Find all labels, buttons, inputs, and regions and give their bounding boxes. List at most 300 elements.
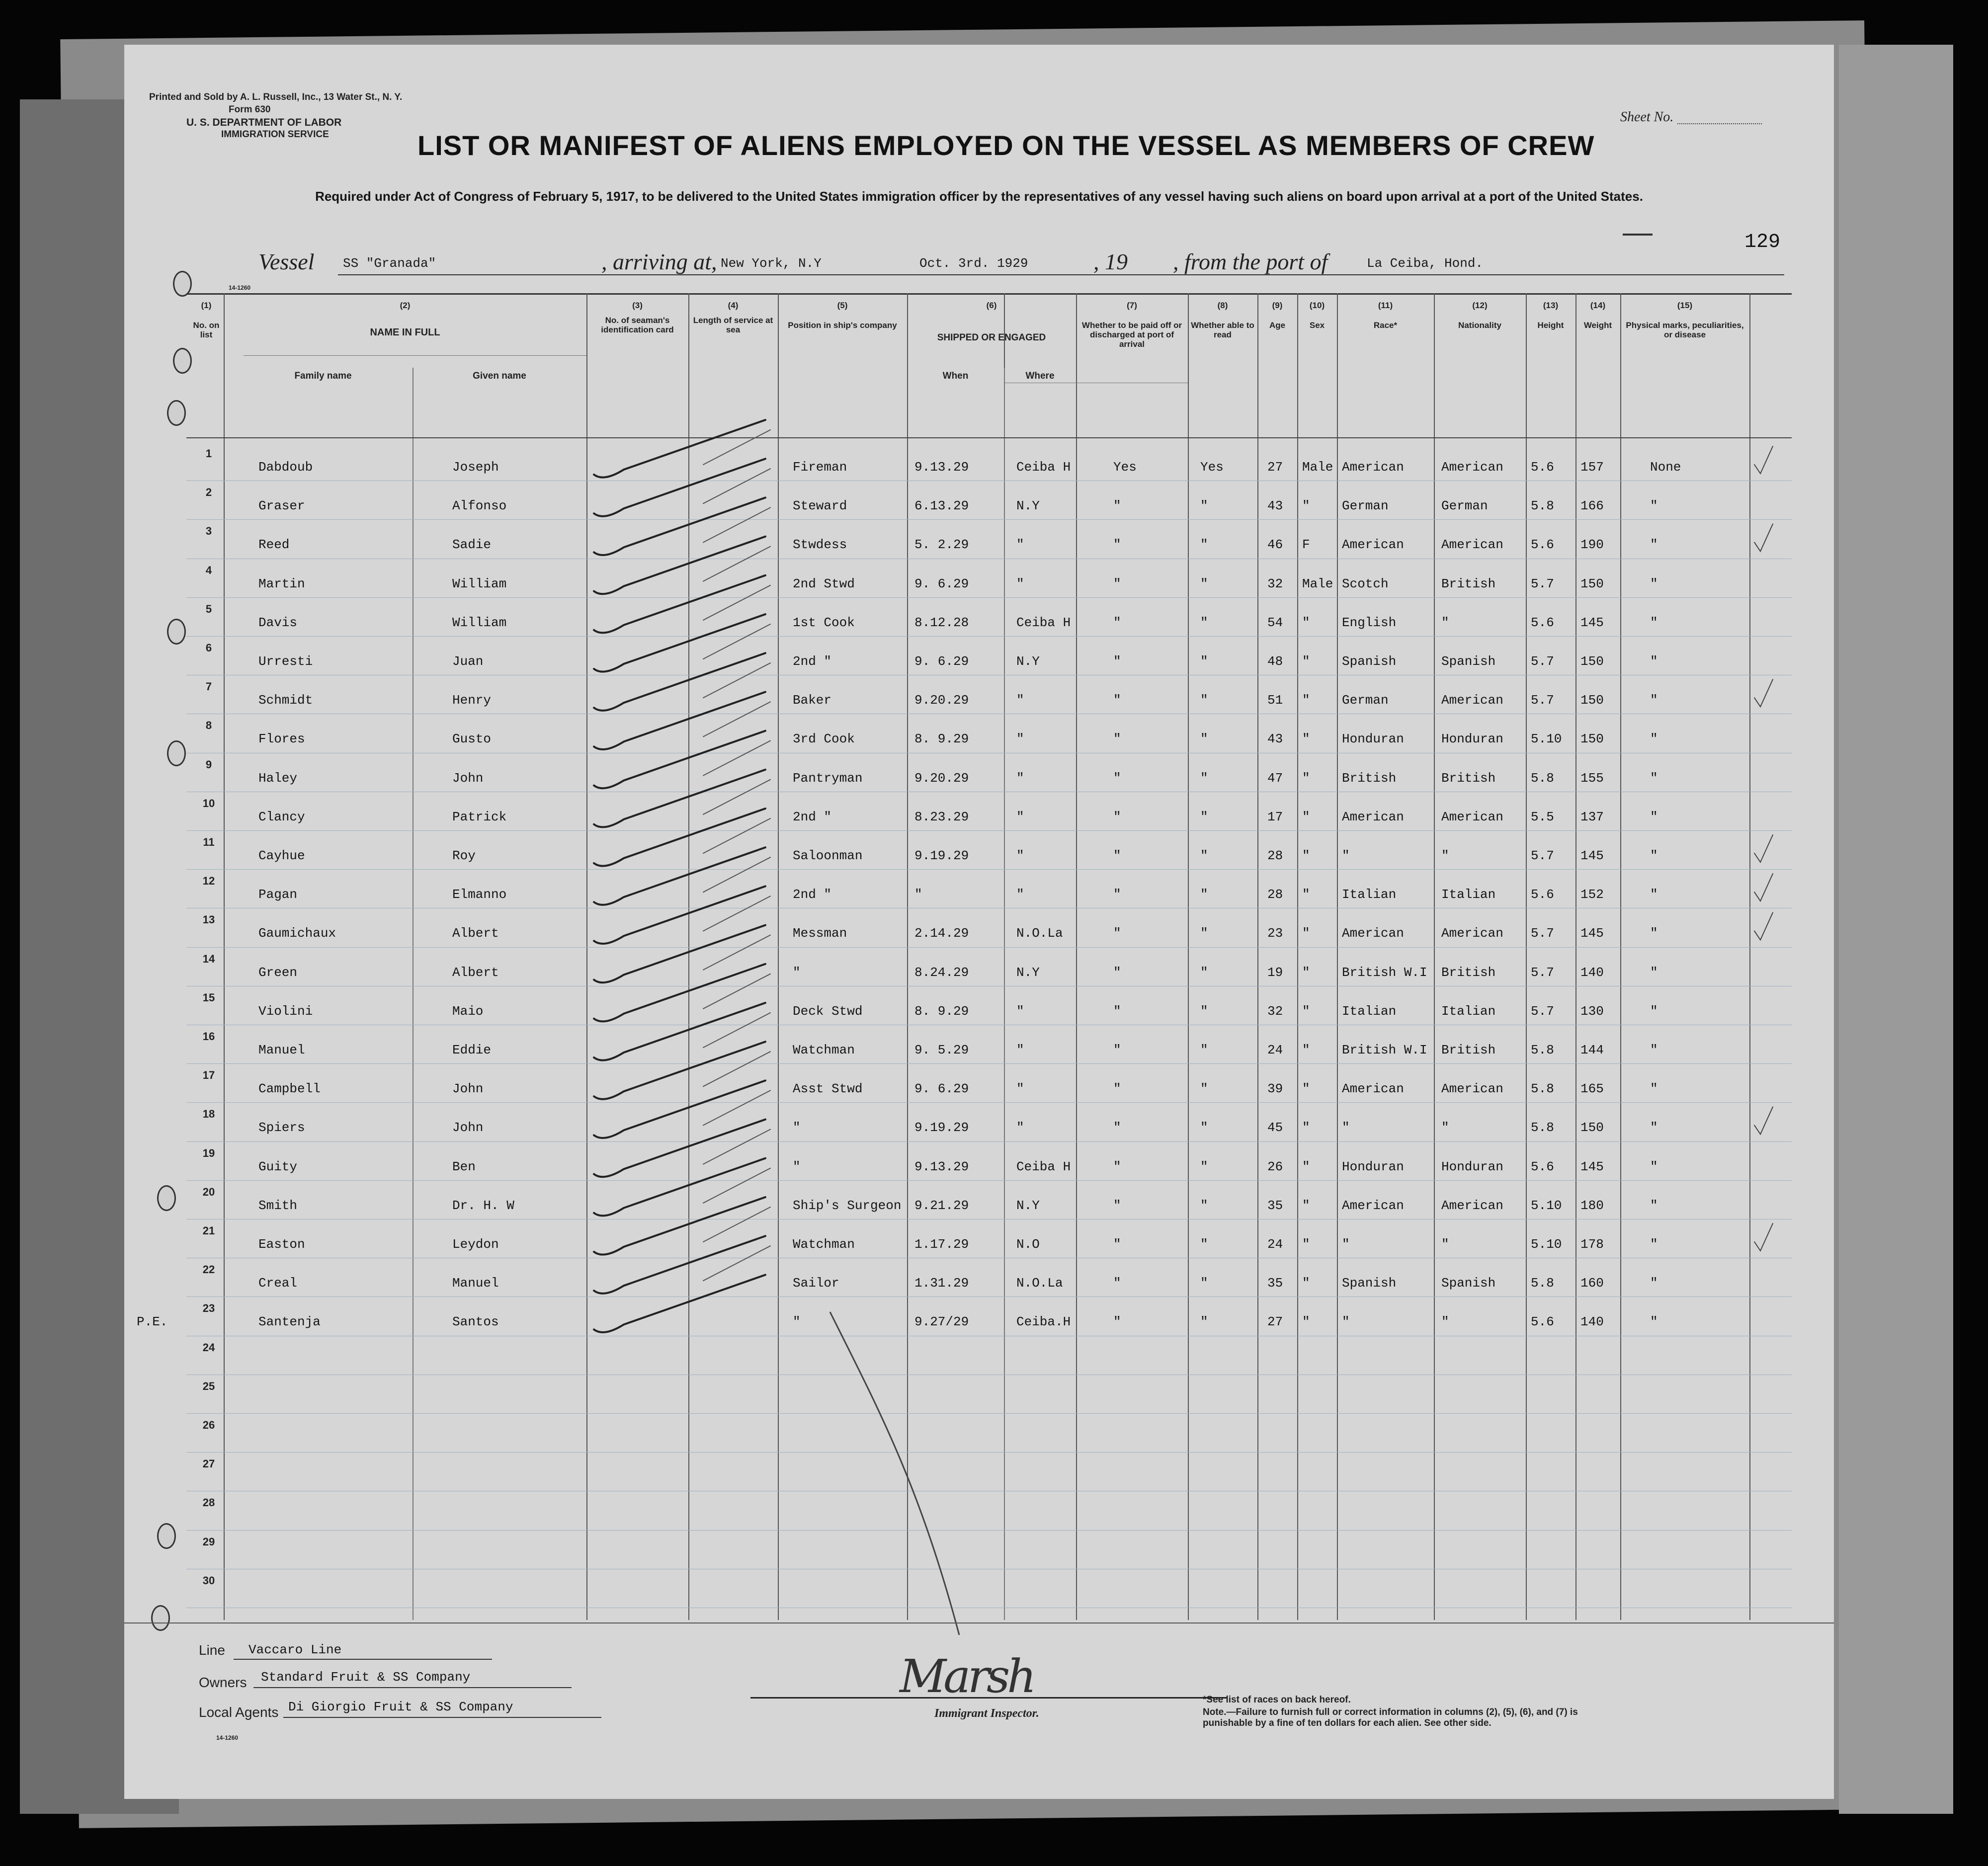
cell-weight: 145: [1580, 848, 1604, 863]
cell-nat: American: [1441, 1198, 1503, 1213]
cell-paid: ": [1113, 848, 1121, 863]
cell-marks: ": [1650, 1003, 1658, 1019]
column-header: Physical marks, peculiarities, or disease: [1626, 321, 1744, 339]
cell-position: 2nd Stwd: [793, 576, 855, 591]
cell-where: Ceiba H: [1016, 460, 1071, 475]
cell-age: 17: [1267, 809, 1283, 824]
cell-where: ": [1016, 887, 1024, 902]
department: U. S. DEPARTMENT OF LABOR: [186, 117, 342, 128]
cell-sex: ": [1302, 1314, 1310, 1330]
row-number: 15: [202, 991, 215, 1004]
cell-read: ": [1200, 1237, 1208, 1252]
cell-age: 24: [1267, 1043, 1283, 1057]
cell-weight: 137: [1580, 809, 1604, 824]
cell-sex: ": [1302, 615, 1310, 630]
cell-race: ": [1342, 1120, 1350, 1136]
cell-weight: 145: [1580, 926, 1604, 941]
cell-height: 5.6: [1531, 1314, 1554, 1330]
cell-read: ": [1200, 809, 1208, 824]
form-number: Form 630: [229, 104, 271, 115]
cell-paid: ": [1113, 498, 1121, 514]
column-header: Weight: [1583, 321, 1612, 330]
cell-nat: Honduran: [1441, 1159, 1503, 1174]
row-number: 19: [202, 1146, 215, 1159]
cell-paid: ": [1113, 1276, 1121, 1291]
cell-paid: ": [1113, 887, 1121, 902]
cell-sex: ": [1302, 1003, 1310, 1019]
row-number: 5: [205, 602, 212, 615]
cell-paid: Yes: [1113, 460, 1137, 475]
cell-weight: 190: [1580, 537, 1604, 553]
row-number: 7: [205, 680, 212, 693]
cell-height: 5.7: [1531, 848, 1554, 863]
cell-where: Ceiba H: [1016, 1159, 1071, 1174]
cell-race: American: [1342, 537, 1404, 553]
line-label: Line: [199, 1642, 225, 1658]
cell-height: 5.8: [1531, 1043, 1554, 1057]
cell-marks: ": [1650, 537, 1658, 553]
cell-sex: ": [1302, 926, 1310, 941]
cell-read: ": [1200, 848, 1208, 863]
cell-read: ": [1200, 770, 1208, 786]
cell-family: Haley: [258, 770, 298, 786]
cell-weight: 157: [1580, 460, 1604, 475]
row-number: 6: [205, 642, 212, 654]
cell-when: 9.20.29: [914, 693, 969, 708]
cell-nat: Honduran: [1441, 731, 1503, 747]
cell-marks: ": [1650, 654, 1658, 669]
row-number: 27: [202, 1458, 215, 1470]
subheader-when: When: [942, 371, 969, 381]
row-number: 23: [202, 1302, 215, 1315]
row-number: 1: [205, 447, 212, 460]
cell-read: Yes: [1200, 460, 1224, 475]
cell-paid: ": [1113, 1081, 1121, 1097]
cell-family: Cayhue: [258, 848, 305, 863]
cell-age: 27: [1267, 460, 1283, 475]
column-number: (3): [632, 301, 643, 310]
cell-given: William: [452, 576, 507, 591]
cell-family: Creal: [258, 1276, 298, 1291]
cell-weight: 152: [1580, 887, 1604, 902]
cell-when: 9.21.29: [914, 1198, 969, 1213]
cell-family: Graser: [258, 498, 305, 514]
cell-position: ": [793, 965, 801, 980]
cell-marks: ": [1650, 731, 1658, 747]
penalty-note: Note.—Failure to furnish full or correct information in columns (2), (5), (6), and (7) is punishable by a fine of ten dollars for each alien. See other side.: [1203, 1707, 1578, 1728]
cell-sex: ": [1302, 693, 1310, 708]
cell-marks: ": [1650, 1237, 1658, 1252]
cell-position: 2nd ": [793, 809, 832, 824]
cell-when: 9.20.29: [914, 770, 969, 786]
column-number: (4): [728, 301, 739, 310]
cell-paid: ": [1113, 537, 1121, 553]
page-subtitle: Required under Act of Congress of February 5, 1917, to be delivered to the United States immigration officer by the representatives of any vessel having such aliens on board upon arrival at a port of the United States.: [315, 189, 1643, 204]
cell-paid: ": [1113, 1314, 1121, 1330]
cell-race: American: [1342, 809, 1404, 824]
cell-nat: Spanish: [1441, 1276, 1496, 1291]
row-number: 18: [202, 1108, 215, 1121]
row-number: 22: [202, 1263, 215, 1276]
cell-nat: German: [1441, 498, 1488, 514]
cell-read: ": [1200, 654, 1208, 669]
subheader-where: Where: [1025, 371, 1055, 381]
cell-when: 1.31.29: [914, 1276, 969, 1291]
cell-weight: 150: [1580, 1120, 1604, 1136]
cell-weight: 130: [1580, 1003, 1604, 1019]
cell-when: 8.24.29: [914, 965, 969, 980]
cell-marks: ": [1650, 1081, 1658, 1097]
cell-read: ": [1200, 576, 1208, 591]
cell-when: 9. 6.29: [914, 576, 969, 591]
row-number: 14: [202, 952, 215, 965]
cell-weight: 166: [1580, 498, 1604, 514]
cell-sex: ": [1302, 654, 1310, 669]
cell-read: ": [1200, 498, 1208, 514]
footer-form-code: 14-1260: [216, 1734, 239, 1741]
printer-line: Printed and Sold by A. L. Russell, Inc., 13 Water St., N. Y.: [149, 92, 403, 102]
cell-position: Deck Stwd: [793, 1003, 863, 1019]
cell-given: Elmanno: [452, 887, 507, 902]
cell-race: Spanish: [1342, 1276, 1397, 1291]
column-header: Race*: [1373, 321, 1398, 330]
cell-height: 5.8: [1531, 770, 1554, 786]
cell-nat: British: [1441, 576, 1496, 591]
cell-position: Stwdess: [793, 537, 847, 553]
cell-height: 5.8: [1531, 1081, 1554, 1097]
cell-family: Dabdoub: [258, 460, 313, 475]
cell-age: 24: [1267, 1237, 1283, 1252]
row-number: 12: [202, 875, 215, 888]
cell-given: William: [452, 615, 507, 630]
cell-where: ": [1016, 1081, 1024, 1097]
row-number: 8: [205, 719, 212, 732]
cell-read: ": [1200, 1276, 1208, 1291]
cell-given: Sadie: [452, 537, 492, 553]
subheader-family: Family name: [294, 371, 352, 381]
cell-sex: ": [1302, 809, 1310, 824]
cell-paid: ": [1113, 1003, 1121, 1019]
cell-marks: ": [1650, 848, 1658, 863]
cell-family: Martin: [258, 576, 305, 591]
cell-marks: ": [1650, 498, 1658, 514]
arrival-date: Oct. 3rd. 1929: [919, 256, 1028, 271]
cell-where: ": [1016, 809, 1024, 824]
cell-position: Steward: [793, 498, 847, 514]
cell-age: 51: [1267, 693, 1283, 708]
cell-position: ": [793, 1159, 801, 1174]
cell-height: 5.8: [1531, 1120, 1554, 1136]
cell-race: British W.I: [1342, 1043, 1427, 1057]
cell-position: ": [793, 1120, 801, 1136]
cell-sex: ": [1302, 1237, 1310, 1252]
cell-read: ": [1200, 1003, 1208, 1019]
cell-family: Gaumichaux: [258, 926, 336, 941]
cell-position: Baker: [793, 693, 832, 708]
cell-sex: ": [1302, 965, 1310, 980]
cell-marks: ": [1650, 1198, 1658, 1213]
cell-position: Ship's Surgeon: [793, 1198, 902, 1213]
cell-nat: ": [1441, 1314, 1449, 1330]
cell-when: 8.23.29: [914, 809, 969, 824]
cell-family: Green: [258, 965, 298, 980]
cell-family: Spiers: [258, 1120, 305, 1136]
cell-height: 5.7: [1531, 926, 1554, 941]
subheader-given: Given name: [473, 371, 526, 381]
cell-when: 8.12.28: [914, 615, 969, 630]
cell-where: ": [1016, 1043, 1024, 1057]
cell-paid: ": [1113, 1198, 1121, 1213]
year-label: , 19: [1093, 249, 1128, 274]
cell-race: American: [1342, 460, 1404, 475]
owners-value: Standard Fruit & SS Company: [261, 1670, 471, 1685]
cell-nat: British: [1441, 770, 1496, 786]
row-number: 20: [202, 1185, 215, 1198]
cell-marks: ": [1650, 887, 1658, 902]
cell-paid: ": [1113, 1043, 1121, 1057]
cell-family: Santenja: [258, 1314, 321, 1330]
column-header: No. on list: [193, 321, 220, 339]
cell-position: Asst Stwd: [793, 1081, 863, 1097]
column-number: (8): [1217, 301, 1228, 310]
races-note: *See list of races on back hereof.: [1203, 1695, 1351, 1705]
row-number: 28: [202, 1496, 215, 1509]
manifest-sheet: [124, 45, 1834, 1799]
cell-age: 54: [1267, 615, 1283, 630]
column-header: Whether to be paid off or discharged at port of arrival: [1081, 321, 1182, 349]
cell-sex: ": [1302, 770, 1310, 786]
cell-race: Honduran: [1342, 1159, 1404, 1174]
cell-where: ": [1016, 770, 1024, 786]
column-header: Age: [1269, 321, 1286, 330]
cell-sex: ": [1302, 848, 1310, 863]
cell-weight: 178: [1580, 1237, 1604, 1252]
cell-weight: 140: [1580, 965, 1604, 980]
cell-when: 9. 6.29: [914, 1081, 969, 1097]
row-number: 16: [202, 1030, 215, 1043]
cell-weight: 160: [1580, 1276, 1604, 1291]
cell-position: Watchman: [793, 1043, 855, 1057]
cell-read: ": [1200, 1120, 1208, 1136]
cell-read: ": [1200, 693, 1208, 708]
column-number: (14): [1590, 301, 1606, 310]
cell-when: 2.14.29: [914, 926, 969, 941]
cell-family: Davis: [258, 615, 298, 630]
cell-nat: Italian: [1441, 887, 1496, 902]
column-number: (6): [986, 301, 997, 310]
cell-age: 45: [1267, 1120, 1283, 1136]
cell-paid: ": [1113, 926, 1121, 941]
agents-value: Di Giorgio Fruit & SS Company: [288, 1700, 513, 1714]
cell-age: 19: [1267, 965, 1283, 980]
cell-given: Gusto: [452, 731, 492, 747]
cell-position: Saloonman: [793, 848, 863, 863]
column-header: SHIPPED OR ENGAGED: [937, 332, 1046, 343]
cell-nat: ": [1441, 848, 1449, 863]
cell-read: ": [1200, 1314, 1208, 1330]
cell-where: ": [1016, 1003, 1024, 1019]
column-number: (12): [1472, 301, 1488, 310]
cell-where: ": [1016, 848, 1024, 863]
cell-nat: American: [1441, 537, 1503, 553]
cell-height: 5.7: [1531, 576, 1554, 591]
cell-marks: ": [1650, 926, 1658, 941]
cell-paid: ": [1113, 1159, 1121, 1174]
cell-age: 48: [1267, 654, 1283, 669]
cell-given: John: [452, 1120, 484, 1136]
cell-race: American: [1342, 1081, 1404, 1097]
cell-weight: 150: [1580, 654, 1604, 669]
row-number: 30: [202, 1574, 215, 1587]
cell-read: ": [1200, 731, 1208, 747]
vessel-name: SS "Granada": [343, 256, 436, 271]
column-number: (10): [1309, 301, 1325, 310]
cell-weight: 150: [1580, 731, 1604, 747]
cell-paid: ": [1113, 615, 1121, 630]
cell-weight: 145: [1580, 1159, 1604, 1174]
cell-when: 8. 9.29: [914, 731, 969, 747]
cell-read: ": [1200, 965, 1208, 980]
column-number: (15): [1677, 301, 1693, 310]
cell-where: N.Y: [1016, 498, 1040, 514]
cell-nat: American: [1441, 809, 1503, 824]
cell-sex: ": [1302, 1276, 1310, 1291]
cell-given: Ben: [452, 1159, 476, 1174]
cell-age: 46: [1267, 537, 1283, 553]
cell-family: Easton: [258, 1237, 305, 1252]
cell-read: ": [1200, 887, 1208, 902]
cell-given: Santos: [452, 1314, 499, 1330]
cell-sex: ": [1302, 1043, 1310, 1057]
cell-nat: American: [1441, 926, 1503, 941]
row-number: 3: [205, 525, 212, 538]
cell-family: Guity: [258, 1159, 298, 1174]
row-prefix: P.E.: [137, 1314, 168, 1330]
cell-when: 9.13.29: [914, 1159, 969, 1174]
cell-age: 39: [1267, 1081, 1283, 1097]
row-number: 13: [202, 913, 215, 926]
cell-where: ": [1016, 537, 1024, 553]
cell-nat: American: [1441, 1081, 1503, 1097]
cell-when: 1.17.29: [914, 1237, 969, 1252]
cell-paid: ": [1113, 809, 1121, 824]
column-header: Position in ship's company: [788, 321, 897, 330]
cell-height: 5.7: [1531, 654, 1554, 669]
cell-where: ": [1016, 1120, 1024, 1136]
cell-sex: ": [1302, 887, 1310, 902]
cell-given: Dr. H. W: [452, 1198, 514, 1213]
cell-read: ": [1200, 1043, 1208, 1057]
column-number: (13): [1543, 301, 1559, 310]
cell-sex: ": [1302, 1120, 1310, 1136]
column-header: Whether able to read: [1191, 321, 1254, 339]
cell-height: 5.10: [1531, 731, 1562, 747]
cell-marks: ": [1650, 576, 1658, 591]
cell-family: Manuel: [258, 1043, 305, 1057]
cell-marks: ": [1650, 693, 1658, 708]
service: IMMIGRATION SERVICE: [221, 129, 329, 140]
cell-sex: ": [1302, 1081, 1310, 1097]
cell-race: German: [1342, 693, 1389, 708]
cell-given: John: [452, 770, 484, 786]
cell-age: 43: [1267, 731, 1283, 747]
cell-weight: 155: [1580, 770, 1604, 786]
cell-age: 35: [1267, 1198, 1283, 1213]
cell-weight: 140: [1580, 1314, 1604, 1330]
row-number: 25: [202, 1379, 215, 1392]
cell-weight: 145: [1580, 615, 1604, 630]
cell-paid: ": [1113, 654, 1121, 669]
owners-label: Owners: [199, 1675, 247, 1690]
cell-read: ": [1200, 1159, 1208, 1174]
cell-paid: ": [1113, 1120, 1121, 1136]
cell-marks: ": [1650, 1314, 1658, 1330]
cell-sex: ": [1302, 1198, 1310, 1213]
cell-paid: ": [1113, 731, 1121, 747]
cell-given: Juan: [452, 654, 484, 669]
cell-paid: ": [1113, 693, 1121, 708]
cell-race: ": [1342, 848, 1350, 863]
column-header: Nationality: [1458, 321, 1501, 330]
cell-when: 6.13.29: [914, 498, 969, 514]
cell-where: ": [1016, 693, 1024, 708]
column-number: (11): [1378, 301, 1393, 310]
cell-where: ": [1016, 731, 1024, 747]
cell-paid: ": [1113, 1237, 1121, 1252]
cell-race: ": [1342, 1237, 1350, 1252]
row-number: 21: [202, 1224, 215, 1237]
cell-given: Albert: [452, 965, 499, 980]
cell-age: 43: [1267, 498, 1283, 514]
back-page-right: [1839, 45, 1953, 1814]
column-header: Height: [1537, 321, 1564, 330]
cell-nat: Italian: [1441, 1003, 1496, 1019]
column-header: Length of service at sea: [693, 316, 773, 334]
cell-where: ": [1016, 576, 1024, 591]
cell-weight: 150: [1580, 693, 1604, 708]
cell-marks: ": [1650, 1276, 1658, 1291]
cell-race: American: [1342, 926, 1404, 941]
cell-height: 5.10: [1531, 1198, 1562, 1213]
sheet-label: Sheet No.: [1620, 109, 1674, 125]
cell-age: 26: [1267, 1159, 1283, 1174]
cell-position: 3rd Cook: [793, 731, 855, 747]
cell-age: 35: [1267, 1276, 1283, 1291]
cell-position: 2nd ": [793, 887, 832, 902]
cell-nat: British: [1441, 965, 1496, 980]
cell-height: 5.8: [1531, 1276, 1554, 1291]
cell-sex: ": [1302, 498, 1310, 514]
cell-race: Honduran: [1342, 731, 1404, 747]
cell-when: ": [914, 887, 922, 902]
cell-paid: ": [1113, 770, 1121, 786]
row-number: 9: [205, 758, 212, 771]
column-number: (7): [1127, 301, 1137, 310]
cell-race: Scotch: [1342, 576, 1389, 591]
cell-weight: 180: [1580, 1198, 1604, 1213]
departure-port: La Ceiba, Hond.: [1367, 256, 1484, 271]
row-number: 4: [205, 564, 212, 576]
cell-sex: F: [1302, 537, 1310, 553]
cell-race: English: [1342, 615, 1397, 630]
arriving-label: , arriving at,: [601, 249, 717, 274]
cell-when: 9. 5.29: [914, 1043, 969, 1057]
cell-marks: ": [1650, 770, 1658, 786]
cell-nat: Spanish: [1441, 654, 1496, 669]
cell-marks: ": [1650, 1159, 1658, 1174]
cell-family: Violini: [258, 1003, 313, 1019]
cell-when: 9.27/29: [914, 1314, 969, 1330]
